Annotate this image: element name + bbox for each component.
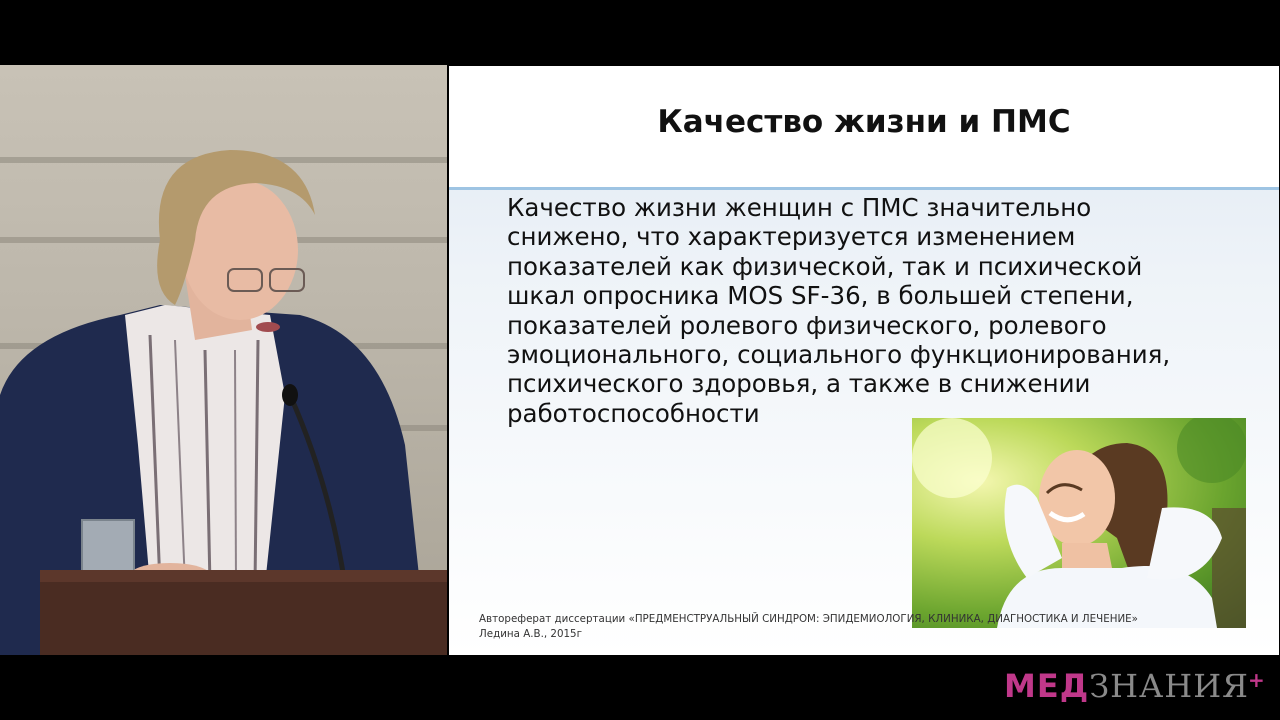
body-line: показателей ролевого физического, ролевого <box>507 310 1107 340</box>
body-line: психического здоровья, а также в снижении <box>507 369 1091 399</box>
speaker-figure <box>0 65 447 655</box>
speaker-video <box>0 65 447 655</box>
slide-footnote <box>479 612 1259 642</box>
logo-plus-icon: + <box>1248 668 1266 692</box>
slide-header <box>449 66 1279 190</box>
medznaniya-logo <box>1004 666 1266 706</box>
logo-med-text: МЕД <box>1004 667 1090 705</box>
logo-znaniya-text: ЗНАНИЯ <box>1089 667 1249 705</box>
body-line: показателей как физической, так и психической <box>507 251 1143 281</box>
presentation-slide <box>449 66 1279 655</box>
body-line: снижено, что характеризуется изменением <box>507 222 1076 252</box>
body-line: Качество жизни женщин с ПМС значительно <box>507 193 1092 222</box>
body-line: работоспособности <box>507 398 760 428</box>
woman-photo <box>912 418 1246 628</box>
footnote-line: Автореферат диссертации «ПРЕДМЕНСТРУАЛЬНЫЙ СИНДРОМ: ЭПИДЕМИОЛОГИЯ, КЛИНИКА, ДИАГНОСТИКА И ЛЕЧЕНИЕ» <box>479 613 1138 625</box>
footnote-line: Ледина А.В., 2015г <box>479 628 583 640</box>
body-line: шкал опросника MOS SF-36, в большей степени, <box>507 281 1134 311</box>
slide-body-text <box>507 193 1247 428</box>
body-line: эмоционального, социального функционирования, <box>507 340 1171 370</box>
slide-title: Качество жизни и ПМС <box>657 104 1071 140</box>
